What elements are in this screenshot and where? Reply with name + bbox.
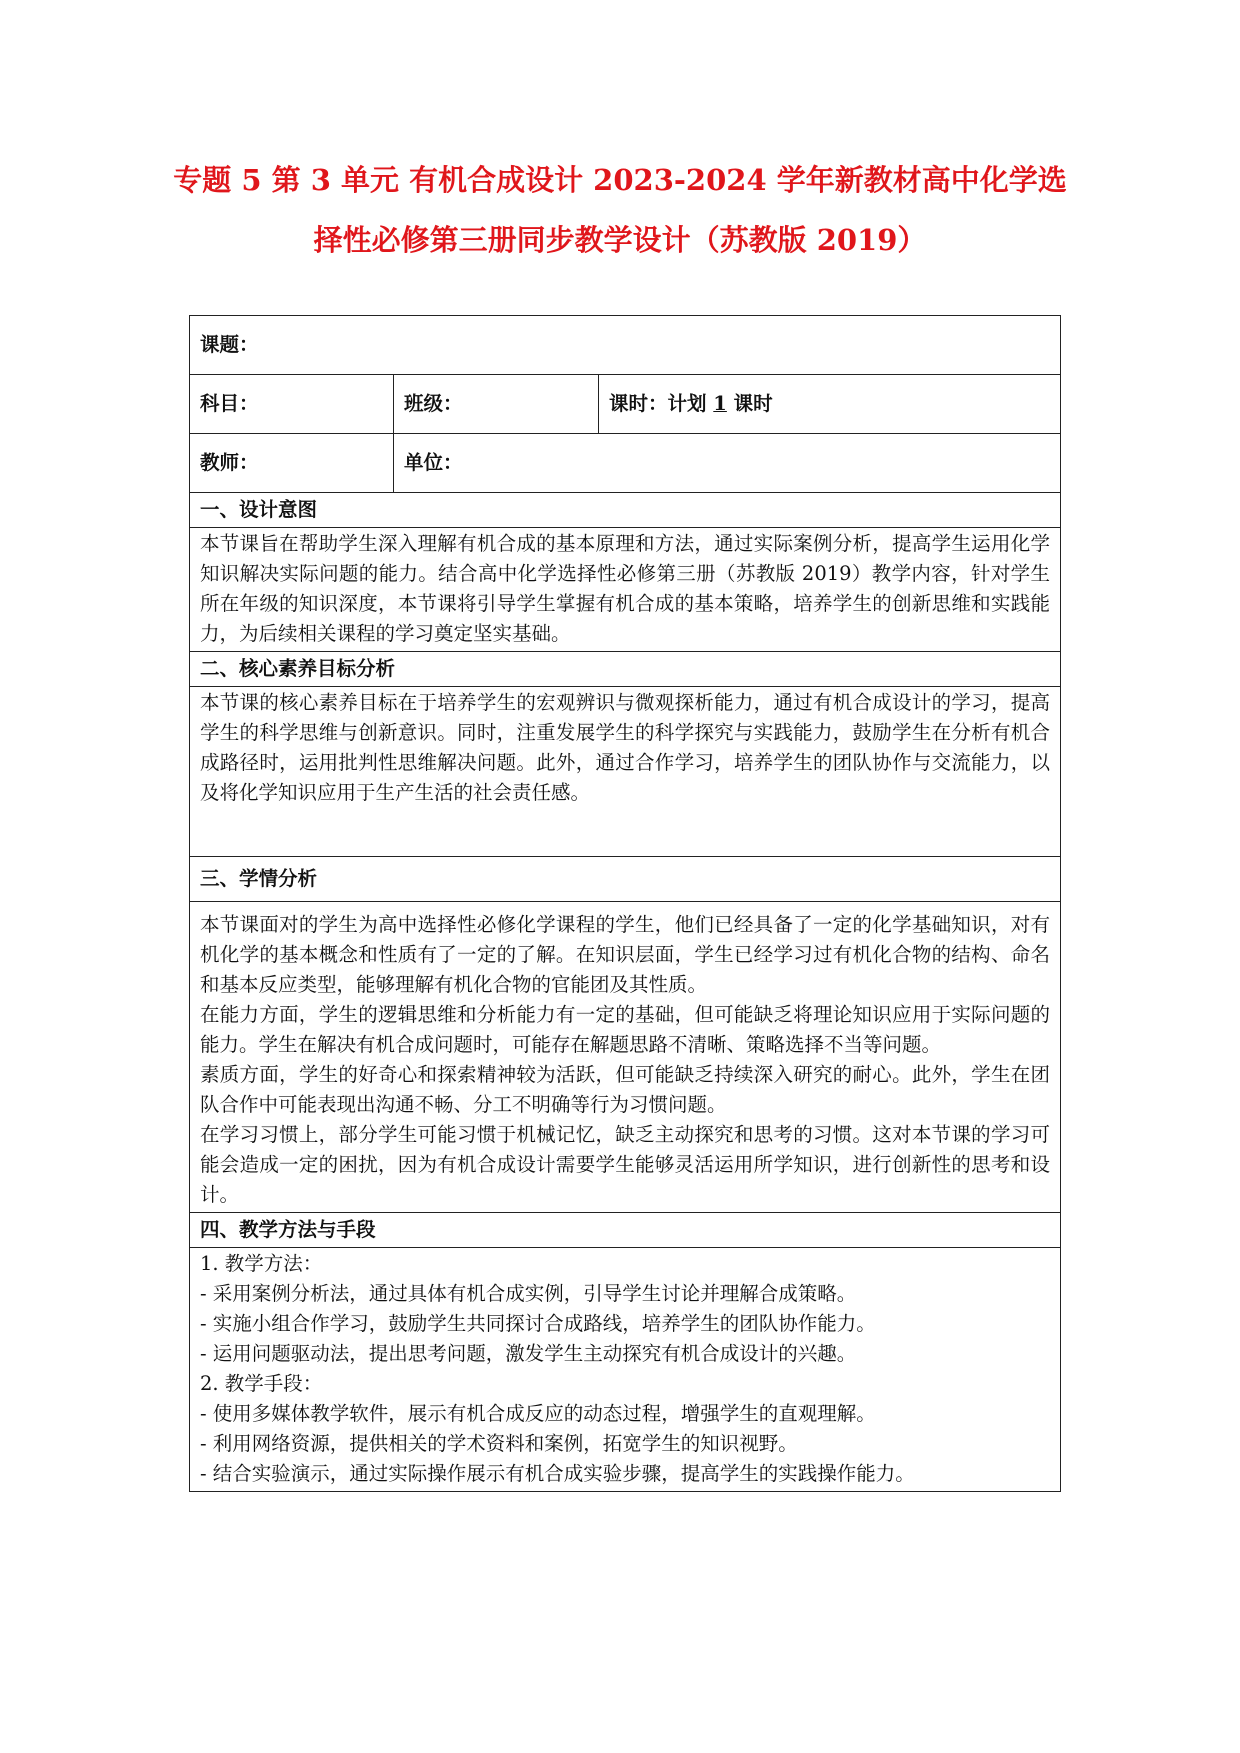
document-title bbox=[150, 150, 1090, 270]
topic-row bbox=[190, 316, 1061, 375]
subject-label: 科目： bbox=[190, 375, 394, 434]
list-line: - 结合实验演示，通过实际操作展示有机合成实验步骤，提高学生的实践操作能力。 bbox=[200, 1462, 915, 1485]
paragraph: 本节课的核心素养目标在于培养学生的宏观辨识与微观探析能力，通过有机合成设计的学习，提高学生的科学思维与创新意识。同时，注重发展学生的科学探究与实践能力，鼓励学生在分析有机合成路径时，运用批判性思维解决问题。此外，通过合作学习，培养学生的团队协作与交流能力，以及将化学知识应用于生产生活的社会责任感。 bbox=[200, 691, 1051, 804]
paragraph: 素质方面，学生的好奇心和探索精神较为活跃，但可能缺乏持续深入研究的耐心。此外，学生在团队合作中可能表现出沟通不畅、分工不明确等行为习惯问题。 bbox=[200, 1063, 1051, 1116]
hours-label-prefix: 课时：计划 bbox=[609, 392, 714, 415]
list-line: 1. 教学方法： bbox=[200, 1252, 323, 1275]
section-heading: 二、核心素养目标分析 bbox=[190, 652, 1061, 687]
section-1-body-row bbox=[190, 528, 1061, 652]
section-2-heading-row bbox=[190, 652, 1061, 687]
teacher-row bbox=[190, 434, 1061, 493]
list-line: - 实施小组合作学习，鼓励学生共同探讨合成路线，培养学生的团队协作能力。 bbox=[200, 1312, 876, 1335]
paragraph: 在学习习惯上，部分学生可能习惯于机械记忆，缺乏主动探究和思考的习惯。这对本节课的学习可能会造成一定的困扰，因为有机合成设计需要学生能够灵活运用所学知识，进行创新性的思考和设计。 bbox=[200, 1123, 1051, 1206]
hours-label-suffix: 课时 bbox=[726, 392, 773, 415]
document-title-line-2: 择性必修第三册同步教学设计（苏教版 2019） bbox=[313, 223, 927, 257]
section-2-body-row bbox=[190, 687, 1061, 857]
list-line: - 利用网络资源，提供相关的学术资料和案例，拓宽学生的知识视野。 bbox=[200, 1432, 798, 1455]
list-line: - 运用问题驱动法，提出思考问题，激发学生主动探究有机合成设计的兴趣。 bbox=[200, 1342, 857, 1365]
document-title-line-1: 专题 5 第 3 单元 有机合成设计 2023-2024 学年新教材高中化学选 bbox=[173, 163, 1067, 197]
section-heading: 四、教学方法与手段 bbox=[190, 1213, 1061, 1248]
list-line: - 使用多媒体教学软件，展示有机合成反应的动态过程，增强学生的直观理解。 bbox=[200, 1402, 876, 1425]
subject-row bbox=[190, 375, 1061, 434]
section-3-body-row bbox=[190, 902, 1061, 1213]
unit-label: 单位： bbox=[394, 434, 1061, 493]
section-1-heading-row bbox=[190, 493, 1061, 528]
section-body bbox=[190, 902, 1061, 1213]
section-3-heading-row bbox=[190, 857, 1061, 902]
class-label: 班级： bbox=[394, 375, 599, 434]
list-line: 2. 教学手段： bbox=[200, 1372, 323, 1395]
section-heading: 一、设计意图 bbox=[190, 493, 1061, 528]
hours-value: 1 bbox=[713, 392, 727, 415]
section-body bbox=[190, 528, 1061, 652]
topic-label: 课题： bbox=[190, 316, 1061, 375]
section-body bbox=[190, 687, 1061, 857]
teacher-label: 教师： bbox=[190, 434, 394, 493]
hours-cell bbox=[599, 375, 1061, 434]
paragraph: 在能力方面，学生的逻辑思维和分析能力有一定的基础，但可能缺乏将理论知识应用于实际问题的能力。学生在解决有机合成问题时，可能存在解题思路不清晰、策略选择不当等问题。 bbox=[200, 1003, 1051, 1056]
list-line: - 采用案例分析法，通过具体有机合成实例，引导学生讨论并理解合成策略。 bbox=[200, 1282, 857, 1305]
section-4-body-row bbox=[190, 1248, 1061, 1492]
section-heading: 三、学情分析 bbox=[190, 857, 1061, 902]
lesson-plan-table bbox=[189, 315, 1061, 1492]
section-body bbox=[190, 1248, 1061, 1492]
section-4-heading-row bbox=[190, 1213, 1061, 1248]
paragraph: 本节课面对的学生为高中选择性必修化学课程的学生，他们已经具备了一定的化学基础知识，对有机化学的基本概念和性质有了一定的了解。在知识层面，学生已经学习过有机化合物的结构、命名和基本反应类型，能够理解有机化合物的官能团及其性质。 bbox=[200, 913, 1051, 996]
paragraph: 本节课旨在帮助学生深入理解有机合成的基本原理和方法，通过实际案例分析，提高学生运用化学知识解决实际问题的能力。结合高中化学选择性必修第三册（苏教版 2019）教学内容，针对学生所在年级的知识深度，本节课将引导学生掌握有机合成的基本策略，培养学生的创新思维和实践能力，为后续相关课程的学习奠定坚实基础。 bbox=[200, 532, 1051, 645]
